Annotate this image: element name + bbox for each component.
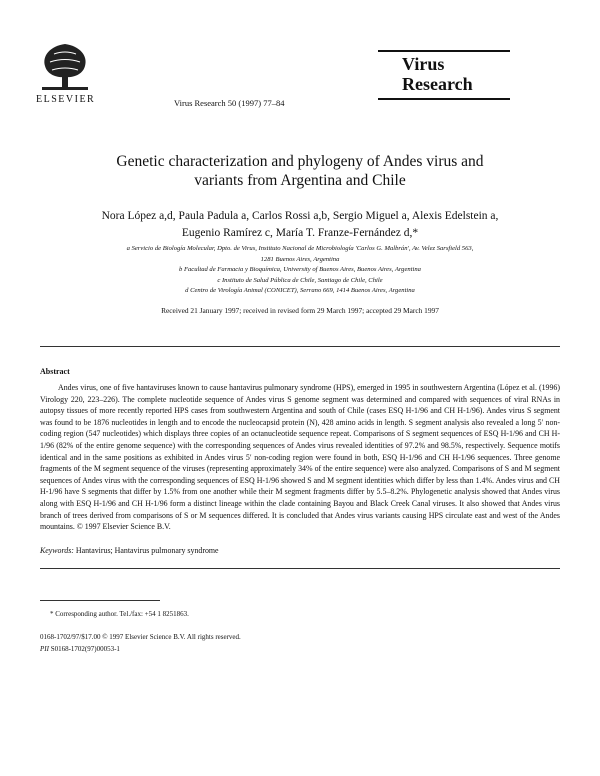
affiliation-a-cont: 1281 Buenos Aires, Argentina — [260, 255, 340, 263]
journal-reference: Virus Research 50 (1997) 77–84 — [174, 98, 285, 108]
keywords — [40, 546, 219, 555]
author-list — [40, 208, 560, 242]
copyright-line: 0168-1702/97/$17.00 © 1997 Elsevier Science B.V. All rights reserved. — [40, 633, 241, 641]
affiliation-c: c Instituto de Salud Pública de Chile, Santiago de Chile, Chile — [217, 276, 383, 284]
keywords-value: Hantavirus; Hantavirus pulmonary syndrome — [75, 546, 219, 555]
received-dates: Received 21 January 1997; received in revised form 29 March 1997; accepted 29 March 1997 — [161, 306, 439, 315]
elsevier-logo — [36, 40, 94, 105]
authors-line-1: Nora López a,d, Paula Padula a, Carlos Rossi a,b, Sergio Miguel a, Alexis Edelstein a, — [101, 210, 499, 222]
affiliations — [40, 244, 560, 297]
journal-logo — [378, 50, 510, 100]
article-title — [40, 152, 560, 190]
pii-value: S0168-1702(97)00053-1 — [50, 645, 120, 653]
footnote-rule — [40, 600, 160, 601]
bottom-divider — [40, 568, 560, 569]
publisher-name: ELSEVIER — [36, 94, 96, 105]
affiliation-d: d Centro de Virología Animal (CONICET), Serrano 669, 1414 Buenos Aires, Argentina — [185, 287, 415, 294]
journal-name-line2: Research — [402, 74, 473, 94]
affiliation-b: b Facultad de Farmacia y Bioquímica, University of Buenos Aires, Buenos Aires, Argentina — [179, 266, 421, 273]
journal-name-line1: Virus — [402, 54, 445, 74]
pii-line — [40, 645, 120, 653]
keywords-label: Keywords: — [40, 546, 74, 555]
pii-label: PII — [40, 645, 49, 653]
title-line-2: variants from Argentina and Chile — [194, 172, 406, 189]
elsevier-tree-icon — [36, 40, 94, 92]
corresponding-author-note: * Corresponding author. Tel./fax: +54 1 8251863. — [50, 610, 189, 618]
authors-line-2: Eugenio Ramírez c, María T. Franze-Fernández d,* — [181, 227, 419, 239]
title-line-1: Genetic characterization and phylogeny of Andes virus and — [116, 153, 484, 170]
affiliation-a: a Servicio de Biología Molecular, Dpto. de Virus, Instituto Nacional de Microbiología 'Carlos G. Malbrán', Av. Velez Sarsfield 563, — [126, 245, 474, 252]
abstract-heading: Abstract — [40, 367, 70, 376]
abstract-text: Andes virus, one of five hantaviruses known to cause hantavirus pulmonary syndrome (HPS), emerged in 1995 in southwestern Argentina (López et al. (1996) Virology 220, 223–226). The complete nucleotide sequence of Andes virus S genome segment was determined and compared with sequences of viral RNAs in autopsy tissues of more recently reported HPS cases from southwestern Argentina and south of Chile (cases ESQ H-1/96 and CH H-1/96). Andes virus S segment was found to be 1876 nucleotides in length and to encode the nucleocapsid protein (N), 428 amino acids in length. S segment analysis also revealed a long 5′ non-coding region (547 nucleotides) which displays three copies of an octanucleotide sequence repeat. Comparisons of S segment sequences of ESQ H-1/96 and CH H-1/96 (82% of the entire genome sequence) with the corresponding sequences of Andes virus revealed identities of 97.2% and 98.5%, respectively. Sequence motifs identical and in the same positions as exhibited in Andes virus 5′ non-coding region were found in both, ESQ H-1/96 and CH H-1/96 sequences. Three genome fragments of the M segment sequence of the viruses (representing approximately 34% of the entire sequence) were also analyzed. Comparisons of S and M segment sequences of Andes virus with the corresponding sequences of ESQ H-1/96 showed S and M segment identities which differ by less than 1.4%. Andes virus and CH H-1/96 have S segments that differ by 1.5% from one another while their M segment fragments differ by 5.5–8.2%. Phylogenetic analysis showed that Andes virus along with ESQ H-1/96 and CH H-1/96 form a distinct lineage within the clade containing Bayou and Black Creek Canal viruses. It also showed that Andes virus branch of trees derived from comparisons of S or M sequences differed. It is concluded that Andes virus variants causing HPS circulate east and west of the Andes mountains. © 1997 Elsevier Science B.V. — [40, 383, 560, 532]
top-divider — [40, 346, 560, 347]
